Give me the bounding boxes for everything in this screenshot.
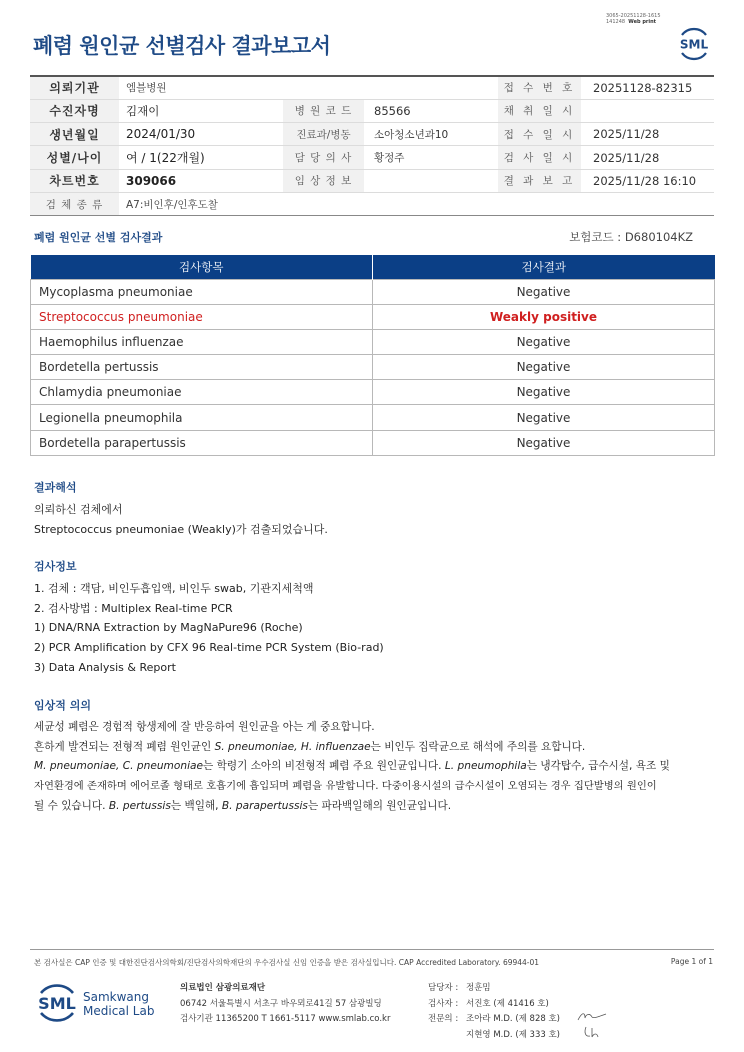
requester-value: 엠블병원 xyxy=(119,76,498,99)
clinical-info-value xyxy=(364,169,498,192)
chart-no-value: 309066 xyxy=(119,169,283,192)
test-item-name: Bordetella parapertussis xyxy=(31,430,373,455)
table-row xyxy=(31,304,715,329)
print-code-line2: 141248 xyxy=(606,19,626,25)
results-section-title: 폐렴 원인균 선별 검사결과 xyxy=(34,231,163,244)
col-header-item: 검사항목 xyxy=(31,255,373,279)
doctor-value: 황정주 xyxy=(364,146,498,169)
dept-value: 소아청소년과10 xyxy=(364,123,498,146)
collect-date-value xyxy=(581,99,714,122)
report-date-value: 2025/11/28 16:10 xyxy=(581,169,714,192)
staff-label: 검사자 : xyxy=(428,998,459,1009)
table-row xyxy=(31,329,715,354)
staff-label: 전문의 : xyxy=(428,1014,459,1024)
clinical-text: 는 비인두 집락균으로 해석에 주의를 요합니다. xyxy=(370,740,586,753)
receipt-date-label: 접 수 일 시 xyxy=(498,123,581,146)
web-print-label: Web print xyxy=(628,19,657,25)
interpretation-line: Streptococcus pneumoniae (Weakly)가 검출되었습니다. xyxy=(34,522,328,536)
organization-info xyxy=(180,981,390,1028)
test-result: Negative xyxy=(373,279,715,304)
table-row xyxy=(31,355,715,380)
sex-age-label: 성별/나이 xyxy=(30,146,119,169)
staff-value: 지현영 M.D. (제 333 호) xyxy=(466,1029,561,1040)
staff-value: 조아라 M.D. (제 828 호) xyxy=(466,1014,561,1024)
table-row xyxy=(31,430,715,455)
receipt-no-value: 20251128-82315 xyxy=(581,76,714,99)
test-result: Negative xyxy=(373,380,715,405)
test-date-value: 2025/11/28 xyxy=(581,146,714,169)
test-info-line: 1) DNA/RNA Extraction by MagNaPure96 (Roche) xyxy=(34,621,303,635)
sml-logo-text: SML xyxy=(38,994,76,1013)
print-code xyxy=(606,13,661,25)
test-info-line: 2) PCR Amplification by CFX 96 Real-time PCR System (Bio-rad) xyxy=(34,641,384,655)
org-contact: 검사기관 11365200 T 1661-5117 www.smlab.co.kr xyxy=(180,1014,391,1024)
staff-value: 서진호 (제 41416 호) xyxy=(466,998,549,1009)
signature-icon xyxy=(576,1010,608,1024)
test-result: Weakly positive xyxy=(373,304,715,329)
test-info-title: 검사정보 xyxy=(34,560,77,573)
table-row xyxy=(31,279,715,304)
organism-name: S. pneumoniae, H. influenzae xyxy=(214,740,371,753)
report-title: 폐렴 원인균 선별검사 결과보고서 xyxy=(33,34,331,58)
table-row xyxy=(31,405,715,430)
interpretation-line: 의뢰하신 검체에서 xyxy=(34,502,123,516)
col-header-result: 검사결과 xyxy=(373,255,715,279)
patient-name-value: 김재이 xyxy=(119,99,283,122)
staff-value: 정훈밈 xyxy=(466,983,491,993)
results-table xyxy=(30,255,715,456)
patient-name-label: 수진자명 xyxy=(30,99,119,122)
test-item-name: Streptococcus pneumoniae xyxy=(31,304,373,329)
clinical-text: 는 백일해, xyxy=(170,799,222,812)
staff-label xyxy=(428,1028,466,1044)
doctor-label: 담 당 의 사 xyxy=(283,146,364,169)
sml-logo-icon xyxy=(676,26,712,62)
sml-logo-icon xyxy=(36,980,166,1024)
clinical-paragraph xyxy=(34,797,714,817)
sex-age-value: 여 / 1(22개월) xyxy=(119,146,283,169)
clinical-significance-title: 임상적 의의 xyxy=(34,699,91,712)
test-result: Negative xyxy=(373,355,715,380)
interpretation-title: 결과해석 xyxy=(34,481,77,494)
clinical-text: 는 냉각탑수, 급수시설, 욕조 및 xyxy=(526,760,670,773)
receipt-date-value: 2025/11/28 xyxy=(581,123,714,146)
sml-logo-text: SML xyxy=(679,37,709,52)
org-address: 06742 서울특별시 서초구 바우뫼로41길 57 삼광빌딩 xyxy=(180,998,382,1009)
footer-divider xyxy=(30,949,714,950)
patient-info-table xyxy=(30,75,714,216)
requester-label: 의뢰기관 xyxy=(30,76,119,99)
organism-name: M. pneumoniae, C. pneumoniae xyxy=(34,760,204,773)
test-info-line: 2. 검사방법 : Multiplex Real-time PCR xyxy=(34,601,233,615)
hospital-code-value: 85566 xyxy=(364,99,498,122)
interpretation-section xyxy=(34,478,328,539)
dob-label: 생년월일 xyxy=(30,123,119,146)
test-info-section xyxy=(34,557,384,678)
clinical-paragraph xyxy=(34,738,714,758)
dept-label: 진료과/병동 xyxy=(283,123,364,146)
test-item-name: Haemophilus influenzae xyxy=(31,329,373,354)
test-item-name: Legionella pneumophila xyxy=(31,405,373,430)
org-name: 의료법인 삼광의료재단 xyxy=(180,983,266,993)
chart-no-label: 차트번호 xyxy=(30,169,119,192)
accreditation-note: 본 검사실은 CAP 인증 및 대한진단검사의학회/진단검사의학재단의 우수검사실 신임 인증을 받은 검사실입니다. CAP Accredited Laboratory. 69944-01 xyxy=(34,958,540,967)
clinical-significance-section xyxy=(34,696,714,817)
organism-name: B. pertussis xyxy=(108,799,171,812)
test-item-name: Chlamydia pneumoniae xyxy=(31,380,373,405)
clinical-text: 는 파라백일해의 원인균입니다. xyxy=(307,799,452,812)
test-date-label: 검 사 일 시 xyxy=(498,146,581,169)
test-result: Negative xyxy=(373,329,715,354)
organism-name: B. parapertussis xyxy=(221,799,308,812)
test-result: Negative xyxy=(373,430,715,455)
hospital-code-label: 병 원 코 드 xyxy=(283,99,364,122)
dob-value: 2024/01/30 xyxy=(119,123,283,146)
brand-name-line2: Medical Lab xyxy=(83,1004,155,1018)
clinical-text: 될 수 있습니다. xyxy=(34,799,109,812)
specimen-label: 검 체 종 류 xyxy=(30,192,119,215)
brand-name-line1: Samkwang xyxy=(83,990,149,1004)
collect-date-label: 채 취 일 시 xyxy=(498,99,581,122)
staff-info xyxy=(428,981,560,1043)
clinical-paragraph: 세균성 폐렴은 경험적 항생제에 잘 반응하여 원인균을 아는 게 중요합니다. xyxy=(34,720,375,733)
page-number: Page 1 of 1 xyxy=(670,957,713,966)
report-date-label: 결 과 보 고 xyxy=(498,169,581,192)
test-result: Negative xyxy=(373,405,715,430)
clinical-text: 는 학령기 소아의 비전형적 폐렴 주요 원인균입니다. xyxy=(203,760,445,773)
test-item-name: Mycoplasma pneumoniae xyxy=(31,279,373,304)
print-code-line1: 3065-20251128-1615 xyxy=(606,13,661,19)
clinical-info-label: 임 상 정 보 xyxy=(283,169,364,192)
sml-brand-logo xyxy=(36,980,166,1028)
table-row xyxy=(31,380,715,405)
organism-name: L. pneumophila xyxy=(444,760,527,773)
clinical-paragraph xyxy=(34,757,714,777)
test-info-line: 1. 검체 : 객담, 비인두흡입액, 비인두 swab, 기관지세척액 xyxy=(34,581,314,595)
clinical-paragraph: 자연환경에 존재하며 에어로졸 형태로 호흡기에 흡입되며 폐렴을 유발합니다. 다중이용시설의 급수시설이 오염되는 경우 집단발병의 원인이 xyxy=(34,780,657,793)
test-info-line: 3) Data Analysis & Report xyxy=(34,660,176,674)
staff-label: 담당자 : xyxy=(428,983,459,993)
clinical-text: 흔하게 발견되는 전형적 폐렴 원인균인 xyxy=(34,740,215,753)
specimen-value: A7:비인후/인후도찰 xyxy=(119,192,714,215)
insurance-code: 보험코드 : D680104KZ xyxy=(569,230,693,244)
signature-icon xyxy=(582,1024,606,1040)
receipt-no-label: 접 수 번 호 xyxy=(498,76,581,99)
test-item-name: Bordetella pertussis xyxy=(31,355,373,380)
